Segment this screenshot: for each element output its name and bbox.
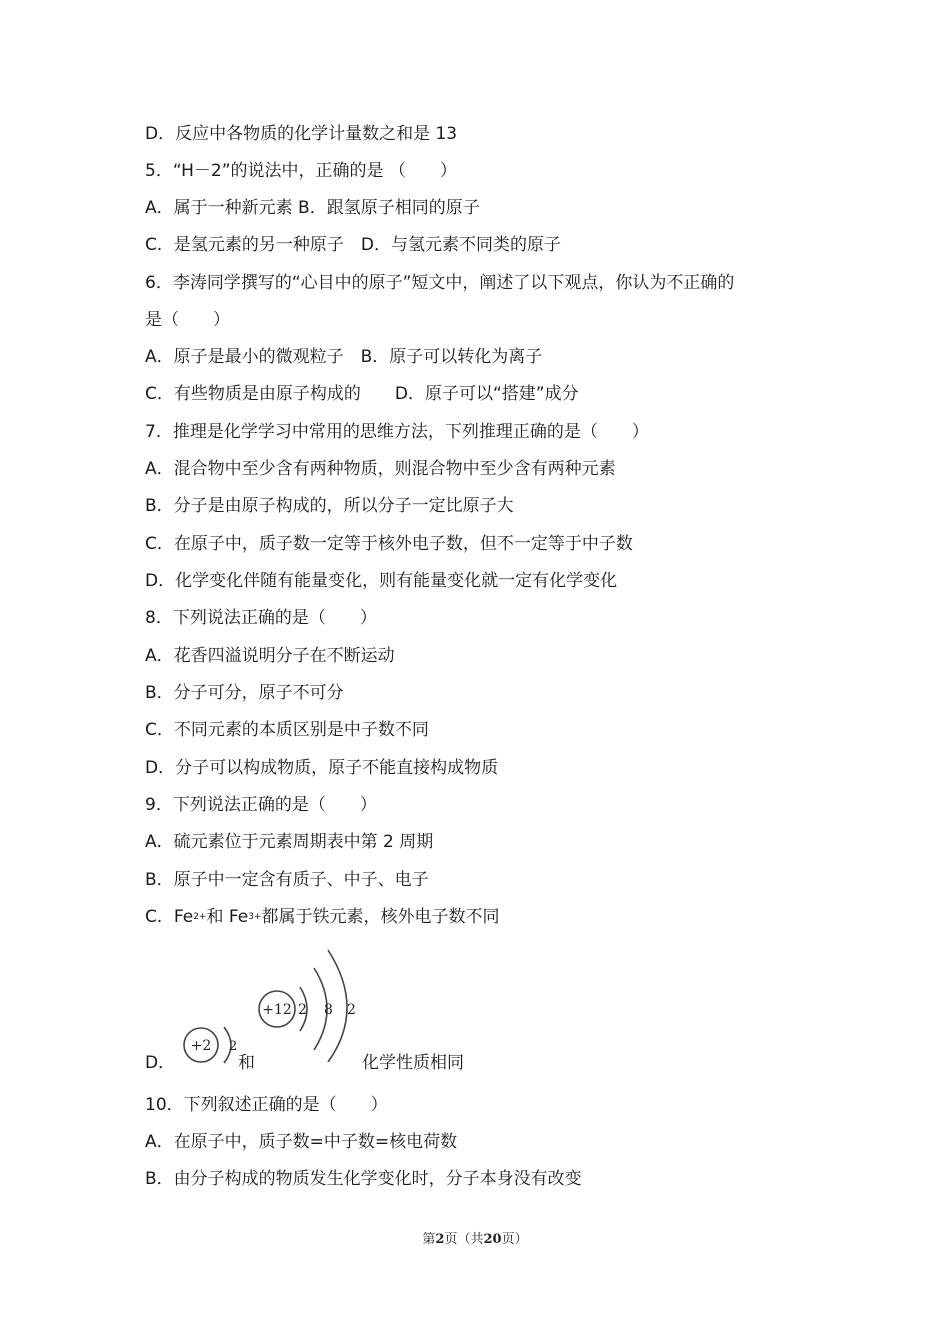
question-6-cont: 是（ ） <box>145 310 230 330</box>
footer-pre: 第 <box>422 1232 436 1247</box>
q9d-label: D． <box>145 1053 176 1073</box>
q9-option-b: B．原子中一定含有质子、中子、电子 <box>145 870 429 890</box>
q9-option-a: A．硫元素位于元素周期表中第 2 周期 <box>145 832 434 852</box>
question-8: 8．下列说法正确的是（ ） <box>145 608 377 628</box>
atom2-shell-1-count: 2 <box>298 1002 307 1018</box>
atom-diagram-magnesium <box>254 946 362 1062</box>
q6-options-ab: A．原子是最小的微观粒子 B．原子可以转化为离子 <box>145 347 543 367</box>
page-footer <box>0 1228 950 1247</box>
q9d-and: 和 <box>238 1053 255 1073</box>
q5-options-cd: C．是氢元素的另一种原子 D．与氢元素不同类的原子 <box>145 235 561 255</box>
footer-page-number: 2 <box>435 1232 445 1247</box>
atom2-shell-2-count: 8 <box>324 1002 333 1018</box>
fe3-charge: 3+ <box>248 912 262 922</box>
q7-option-b: B．分子是由原子构成的，所以分子一定比原子大 <box>145 496 514 516</box>
q8-option-a: A．花香四溢说明分子在不断运动 <box>145 646 395 666</box>
footer-mid: 页（共 <box>444 1232 484 1247</box>
q6-options-cd: C．有些物质是由原子构成的 D．原子可以“搭建”成分 <box>145 384 579 404</box>
q9c-rest: 都属于铁元素，核外电子数不同 <box>261 907 500 927</box>
fe-symbol-2: Fe <box>228 907 249 927</box>
question-5: 5．“H－2”的说法中，正确的是 （ ） <box>145 161 457 181</box>
fe2-charge: 2+ <box>193 912 207 922</box>
q8-option-d: D．分子可以构成物质，原子不能直接构成物质 <box>145 758 499 778</box>
q5-options-ab: A．属于一种新元素 B．跟氢原子相同的原子 <box>145 198 480 218</box>
q9c-and: 和 <box>206 907 229 927</box>
q8-option-b: B．分子可分，原子不可分 <box>145 683 344 703</box>
question-6: 6．李涛同学撰写的“心目中的原子”短文中，阐述了以下观点，你认为不正确的 <box>145 273 735 293</box>
fe-symbol-1: Fe <box>173 907 194 927</box>
q7-option-d: D．化学变化伴随有能量变化，则有能量变化就一定有化学变化 <box>145 571 618 591</box>
q7-option-c: C．在原子中，质子数一定等于核外电子数，但不一定等于中子数 <box>145 534 633 554</box>
footer-total-pages: 20 <box>483 1232 502 1247</box>
q10-option-a: A．在原子中，质子数=中子数=核电荷数 <box>145 1132 458 1152</box>
footer-post: 页） <box>501 1232 528 1247</box>
question-7: 7．推理是化学学习中常用的思维方法，下列推理正确的是（ ） <box>145 422 649 442</box>
q10-option-b: B．由分子构成的物质发生化学变化时，分子本身没有改变 <box>145 1169 582 1189</box>
atom1-nucleus-label: +2 <box>190 1038 212 1054</box>
atom-diagram-helium <box>174 1018 244 1074</box>
q8-option-c: C．不同元素的本质区别是中子数不同 <box>145 720 429 740</box>
q9-option-c <box>145 905 499 932</box>
line-d-sum: D．反应中各物质的化学计量数之和是 13 <box>145 124 458 144</box>
q9c-prefix: C． <box>145 907 174 927</box>
atom2-shell-3-count: 2 <box>347 1002 356 1018</box>
q7-option-a: A．混合物中至少含有两种物质，则混合物中至少含有两种元素 <box>145 459 616 479</box>
question-10: 10．下列叙述正确的是（ ） <box>145 1095 388 1115</box>
atom1-shell-1-count: 2 <box>229 1039 238 1054</box>
q9d-rest: 化学性质相同 <box>362 1053 464 1073</box>
atom2-nucleus-label: +12 <box>262 1002 292 1018</box>
question-9: 9．下列说法正确的是（ ） <box>145 795 377 815</box>
